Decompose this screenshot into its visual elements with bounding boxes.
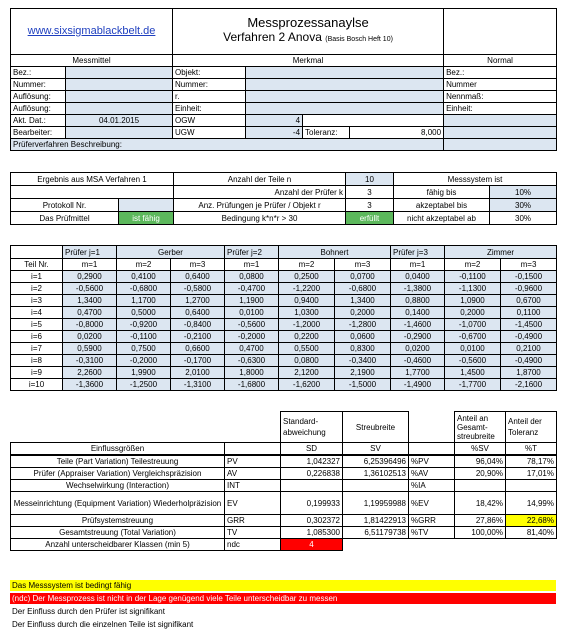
nicht-value: 30%	[490, 212, 557, 225]
table-row	[11, 355, 557, 367]
mid-field-label: Nummer:	[173, 79, 246, 91]
mid-field-label: Einheit:	[173, 103, 246, 115]
measurement-cell[interactable]: 0,8300	[335, 343, 391, 355]
measurement-cell[interactable]: -0,6700	[445, 331, 501, 343]
result-code: TV	[225, 527, 281, 539]
row-index: i=1	[11, 271, 63, 283]
conclusion-4: Der Einfluss durch die einzelnen Teile ist signifikant	[12, 620, 194, 629]
measurement-cell[interactable]: 1,8700	[501, 367, 557, 379]
row-index: i=9	[11, 367, 63, 379]
measurement-cell[interactable]: -0,9200	[117, 319, 171, 331]
measurement-cell[interactable]: 0,0800	[225, 271, 279, 283]
measurement-cell[interactable]: -0,1100	[445, 271, 501, 283]
measurement-cell[interactable]: -0,2000	[117, 355, 171, 367]
objekt-input[interactable]	[246, 67, 444, 79]
measurement-cell[interactable]: 0,0200	[63, 331, 117, 343]
measurement-cell[interactable]: 1,3400	[63, 295, 117, 307]
measurement-cell[interactable]: 0,5500	[279, 343, 335, 355]
pruefungen-value: 3	[346, 199, 394, 212]
row-index: i=4	[11, 307, 63, 319]
table-row	[11, 319, 557, 331]
table-row	[11, 307, 557, 319]
left-field-label: Nummer:	[11, 79, 66, 91]
m-header: m=2	[445, 259, 501, 271]
m-header: m=3	[501, 259, 557, 271]
result-pct: %EV	[409, 492, 455, 515]
merkmal-nummer-input[interactable]	[246, 79, 444, 91]
measurement-cell[interactable]: 0,1400	[391, 307, 445, 319]
messmittel-header: Messmittel	[11, 55, 173, 67]
measurement-cell[interactable]: -1,3600	[63, 379, 117, 391]
result-row	[11, 515, 557, 527]
measurement-cell[interactable]: 1,0300	[279, 307, 335, 319]
site-cell	[11, 9, 173, 55]
measurement-cell[interactable]: 0,9400	[279, 295, 335, 307]
measurement-cell[interactable]: 1,2700	[171, 295, 225, 307]
table-row	[11, 283, 557, 295]
ist-faehig-badge: ist fähig	[119, 212, 174, 225]
streu-header: Streubreite	[343, 412, 409, 443]
measurement-cell[interactable]: -1,3100	[171, 379, 225, 391]
sv-header: SV	[343, 443, 409, 455]
row-index: i=2	[11, 283, 63, 295]
nicht-label: nicht akzeptabel ab	[394, 212, 490, 225]
measurement-cell[interactable]: 0,0400	[391, 271, 445, 283]
measurement-table	[10, 245, 557, 391]
pruefer-1-label: Prüfer j=1	[63, 246, 117, 259]
measurement-cell[interactable]: -0,4600	[391, 355, 445, 367]
conclusion-3: Der Einfluss durch den Prüfer ist signifikant	[12, 607, 165, 616]
measurement-cell[interactable]: 0,8800	[391, 295, 445, 307]
teile-input[interactable]: 10	[346, 173, 394, 186]
result-sd: 0,226838	[281, 468, 343, 480]
pruefer-3-name[interactable]: Zimmer	[445, 246, 557, 259]
result-pt: 78,17%	[506, 456, 557, 468]
measurement-cell[interactable]: -0,6300	[225, 355, 279, 367]
measurement-cell[interactable]: -0,4700	[225, 283, 279, 295]
measurement-cell[interactable]: 0,6700	[501, 295, 557, 307]
akzeptabel-input[interactable]: 30%	[490, 199, 557, 212]
result-row	[11, 468, 557, 480]
right-field-text: Bez.:	[446, 68, 465, 77]
right-field-label: Nennmaß:	[444, 91, 557, 103]
measurement-cell[interactable]: -0,8000	[63, 319, 117, 331]
measurement-cell[interactable]: -1,4500	[501, 319, 557, 331]
right-field-label: Einheit:	[444, 103, 557, 115]
result-psv	[455, 480, 506, 492]
ndc-code: ndc	[225, 539, 281, 551]
normal-empty	[444, 115, 557, 127]
measurement-cell[interactable]: -1,0700	[445, 319, 501, 331]
measurement-cell[interactable]: 0,4700	[63, 307, 117, 319]
measurement-cell[interactable]: -1,2800	[335, 319, 391, 331]
measurement-cell[interactable]: -1,6200	[279, 379, 335, 391]
result-pct: %GRR	[409, 515, 455, 527]
ndc-row	[11, 539, 557, 551]
measurement-cell[interactable]: -0,1100	[117, 331, 171, 343]
aufloesung-input[interactable]	[66, 91, 173, 103]
measurement-cell[interactable]: -1,7700	[445, 379, 501, 391]
measurement-cell[interactable]: 2,0100	[171, 367, 225, 379]
pct-header	[409, 443, 455, 455]
page-title: Messprozessanaylse	[247, 15, 369, 30]
measurement-cell[interactable]: 0,4100	[117, 271, 171, 283]
header-block	[10, 8, 556, 151]
faehig-label: fähig bis	[394, 186, 490, 199]
left-field-label: Auflösung:	[11, 91, 66, 103]
measurement-cell[interactable]: -0,6800	[335, 283, 391, 295]
measurement-cell[interactable]: -0,2100	[171, 331, 225, 343]
result-code: EV	[225, 492, 281, 515]
result-psv: 20,90%	[455, 468, 506, 480]
measurement-cell[interactable]: -2,1600	[501, 379, 557, 391]
r-input[interactable]	[246, 91, 444, 103]
akt-dat-input[interactable]: 04.01.2015	[66, 115, 173, 127]
measurement-cell[interactable]: -1,1300	[445, 283, 501, 295]
pruefmittel-label: Das Prüfmittel	[11, 212, 119, 225]
pruefer-2-label: Prüfer j=2	[225, 246, 279, 259]
result-name: Prüfer (Appraiser Variation) Vergleichspräzision	[11, 468, 225, 480]
measurement-cell[interactable]: -0,4900	[501, 331, 557, 343]
mid-field-label: Objekt:	[173, 67, 246, 79]
measurement-cell[interactable]: 0,0800	[279, 355, 335, 367]
result-name: Messeinrichtung (Equipment Variation) Wiederholpräzision	[11, 492, 225, 515]
measurement-cell[interactable]: -0,5600	[445, 355, 501, 367]
result-sv: 1,36102513	[343, 468, 409, 480]
right-field-label: Nummer	[444, 79, 557, 91]
result-sv: 6,25396496	[343, 456, 409, 468]
row-index: i=6	[11, 331, 63, 343]
measurement-cell[interactable]: -1,5000	[335, 379, 391, 391]
measurement-cell[interactable]: -0,3100	[63, 355, 117, 367]
page-subtitle: Verfahren 2 Anova	[223, 30, 322, 44]
ogw-input[interactable]: 4	[246, 115, 303, 127]
result-name: Teile (Part Variation) Teilestreuung	[11, 456, 225, 468]
corner-cell	[11, 246, 63, 259]
pruefer-value: 3	[346, 186, 394, 199]
measurement-cell[interactable]: -0,2000	[225, 331, 279, 343]
msa-ergebnis: Ergebnis aus MSA Verfahren 1	[11, 173, 174, 186]
anteil-gesamt-header: Anteil an Gesamt-streubreite	[455, 412, 506, 443]
measurement-cell[interactable]: -0,5800	[171, 283, 225, 295]
m-header: m=3	[171, 259, 225, 271]
pruefverfahren-label[interactable]: Prüferverfahren Beschreibung:	[11, 139, 444, 151]
left-field-label: Bearbeiter:	[11, 127, 66, 139]
erfuellt-badge: erfüllt	[346, 212, 394, 225]
left-field-label: Auflösung:	[11, 103, 66, 115]
bearbeiter-input[interactable]	[66, 127, 173, 139]
ndc-label: Anzahl unterscheidbarer Klassen (min 5)	[11, 539, 225, 551]
messsystem-label: Messsystem ist	[394, 173, 557, 186]
measurement-cell[interactable]: -0,4900	[501, 355, 557, 367]
measurement-cell[interactable]: 0,2200	[279, 331, 335, 343]
normal-header: Normal	[444, 55, 557, 67]
measurement-cell[interactable]: 1,0900	[445, 295, 501, 307]
measurement-cell[interactable]: 0,2100	[501, 343, 557, 355]
measurement-cell[interactable]: -1,2200	[279, 283, 335, 295]
pruefer-1-name[interactable]: Gerber	[117, 246, 225, 259]
measurement-cell[interactable]: 0,6400	[171, 271, 225, 283]
site-link[interactable]: www.sixsigmablackbelt.de	[27, 25, 156, 37]
result-code: PV	[225, 456, 281, 468]
pruefer-2-name[interactable]: Bohnert	[279, 246, 391, 259]
measurement-cell[interactable]: -0,8400	[171, 319, 225, 331]
measurement-cell[interactable]: 1,3400	[335, 295, 391, 307]
mid-field-label: UGW	[173, 127, 246, 139]
table-row	[11, 331, 557, 343]
measurement-cell[interactable]: -1,3800	[391, 283, 445, 295]
result-name: Gesamtstreuung (Total Variation)	[11, 527, 225, 539]
result-psv: 100,00%	[455, 527, 506, 539]
result-sv	[343, 480, 409, 492]
measurement-cell[interactable]: -0,5600	[63, 283, 117, 295]
result-pct: %IA	[409, 480, 455, 492]
measurement-cell[interactable]: 1,1700	[117, 295, 171, 307]
measurement-cell[interactable]: 0,6600	[171, 343, 225, 355]
result-row	[11, 456, 557, 468]
protokoll-label: Protokoll Nr.	[11, 199, 119, 212]
result-pct: %TV	[409, 527, 455, 539]
table-row	[11, 367, 557, 379]
right-field-label	[444, 67, 557, 79]
normal-empty	[444, 127, 557, 139]
measurement-cell[interactable]: 0,5000	[117, 307, 171, 319]
m-header: m=3	[335, 259, 391, 271]
nummer-input[interactable]	[66, 79, 173, 91]
result-pt: 22,68%	[506, 515, 557, 527]
conclusion-2: (ndc) Der Messprozess ist nicht in der Lage genügend viele Teile unterscheidbar zu messen	[10, 593, 556, 604]
protokoll-input[interactable]	[119, 199, 174, 212]
pt-header: %T	[506, 443, 557, 455]
measurement-cell[interactable]: 0,2000	[445, 307, 501, 319]
measurement-cell[interactable]: -1,2000	[279, 319, 335, 331]
measurement-cell[interactable]: -0,6800	[117, 283, 171, 295]
msa-block	[10, 172, 556, 225]
result-sd	[281, 480, 343, 492]
bedingung-label: Bedingung k*n*r > 30	[174, 212, 346, 225]
page-subnote: (Basis Bosch Heft 10)	[325, 36, 393, 43]
result-psv: 96,04%	[455, 456, 506, 468]
result-psv: 18,42%	[455, 492, 506, 515]
std-header: Standard-abweichung	[281, 412, 343, 443]
measurement-cell[interactable]: 0,0100	[225, 307, 279, 319]
toleranz-value: 8,000	[350, 127, 444, 139]
einfluss-header: Einflussgrößen	[11, 443, 225, 455]
left-field-label: Bez.:	[11, 67, 66, 79]
page-subtitle-row	[175, 30, 441, 47]
pruefer-label: Anzahl der Prüfer k	[174, 186, 346, 199]
akzeptabel-label: akzeptabel bis	[394, 199, 490, 212]
aufloesung2-input[interactable]	[66, 103, 173, 115]
pruefungen-label: Anz. Prüfungen je Prüfer / Objekt r	[174, 199, 346, 212]
ogw-spacer	[303, 115, 444, 127]
result-sv: 1,19959988	[343, 492, 409, 515]
m-header: m=1	[225, 259, 279, 271]
faehig-input[interactable]: 10%	[490, 186, 557, 199]
measurement-cell[interactable]: 1,4500	[445, 367, 501, 379]
einheit-input[interactable]	[246, 103, 444, 115]
measurement-cell[interactable]: 0,0200	[391, 343, 445, 355]
result-pt	[506, 480, 557, 492]
measurement-cell[interactable]: -0,1500	[501, 271, 557, 283]
measurement-cell[interactable]: -0,1700	[171, 355, 225, 367]
table-row	[11, 271, 557, 283]
result-sv: 1,81422913	[343, 515, 409, 527]
measurement-cell[interactable]: 0,2900	[63, 271, 117, 283]
measurement-cell[interactable]: 1,1900	[225, 295, 279, 307]
pruefverfahren-extra	[444, 139, 557, 151]
result-pt: 81,40%	[506, 527, 557, 539]
result-row	[11, 527, 557, 539]
psv-header: %SV	[455, 443, 506, 455]
result-row	[11, 492, 557, 515]
result-pt: 17,01%	[506, 468, 557, 480]
measurement-cell[interactable]: 0,7500	[117, 343, 171, 355]
measurement-cell[interactable]: 1,7700	[391, 367, 445, 379]
measurement-cell[interactable]: -0,5600	[225, 319, 279, 331]
measurement-cell[interactable]: 0,5900	[63, 343, 117, 355]
toleranz-label: Toleranz:	[303, 127, 350, 139]
row-index: i=10	[11, 379, 63, 391]
m-header: m=2	[279, 259, 335, 271]
measurement-cell[interactable]: 2,1200	[279, 367, 335, 379]
measurement-cell[interactable]: 0,0700	[335, 271, 391, 283]
conclusion-1: Das Messsystem ist bedingt fähig	[10, 580, 556, 591]
mid-field-label: r.	[173, 91, 246, 103]
results-blank2	[409, 412, 455, 443]
m-header: m=1	[391, 259, 445, 271]
row-index: i=3	[11, 295, 63, 307]
m-header: m=2	[117, 259, 171, 271]
measurement-cell[interactable]: 0,4700	[225, 343, 279, 355]
pruefer-3-label: Prüfer j=3	[391, 246, 445, 259]
merkmal-header: Merkmal	[173, 55, 444, 67]
result-code: GRR	[225, 515, 281, 527]
measurement-cell[interactable]: 0,1100	[501, 307, 557, 319]
measurement-cell[interactable]: 0,2500	[279, 271, 335, 283]
table-row	[11, 295, 557, 307]
measurement-cell[interactable]: 2,2600	[63, 367, 117, 379]
measurement-cell[interactable]: 0,0600	[335, 331, 391, 343]
result-sv: 6,51179738	[343, 527, 409, 539]
result-code: AV	[225, 468, 281, 480]
teile-label: Anzahl der Teile n	[174, 173, 346, 186]
result-name: Prüfsystemstreuung	[11, 515, 225, 527]
row-index: i=5	[11, 319, 63, 331]
measurement-cell[interactable]: 2,1900	[335, 367, 391, 379]
measurement-cell[interactable]: -1,6800	[225, 379, 279, 391]
title-cell	[173, 9, 444, 55]
result-row	[11, 480, 557, 492]
measurement-cell[interactable]: 0,0100	[445, 343, 501, 355]
result-pct: %AV	[409, 468, 455, 480]
result-pt: 14,99%	[506, 492, 557, 515]
result-pct: %PV	[409, 456, 455, 468]
measurement-cell[interactable]: 0,2000	[335, 307, 391, 319]
sd-header: SD	[281, 443, 343, 455]
bez-input[interactable]	[66, 67, 173, 79]
measurement-cell[interactable]: -0,3400	[335, 355, 391, 367]
result-psv: 27,86%	[455, 515, 506, 527]
result-name: Wechselwirkung (Interaction)	[11, 480, 225, 492]
measurement-block	[10, 245, 556, 391]
measurement-cell[interactable]: 1,8000	[225, 367, 279, 379]
results-blank	[11, 412, 281, 443]
table-row	[11, 343, 557, 355]
measurement-cell[interactable]: -1,4900	[391, 379, 445, 391]
anteil-tol-header: Anteil der Toleranz	[506, 412, 557, 443]
results-block	[10, 411, 556, 551]
mid-field-label: OGW	[173, 115, 246, 127]
result-sd: 0,302372	[281, 515, 343, 527]
msa-blank	[11, 186, 174, 199]
result-sd: 1,085300	[281, 527, 343, 539]
measurement-cell[interactable]: -1,2500	[117, 379, 171, 391]
results-values-table	[10, 455, 557, 551]
result-sd: 1,042327	[281, 456, 343, 468]
measurement-cell[interactable]: -0,2900	[391, 331, 445, 343]
code-header	[225, 443, 281, 455]
conclusions-block	[10, 580, 556, 630]
header-table	[10, 8, 557, 151]
m-header: m=1	[63, 259, 117, 271]
left-field-label: Akt. Dat.:	[11, 115, 66, 127]
ndc-value: 4	[281, 539, 343, 551]
results-table	[10, 411, 557, 455]
result-sd: 0,199933	[281, 492, 343, 515]
measurement-cell[interactable]: 0,6400	[171, 307, 225, 319]
measurement-cell[interactable]: -1,4600	[391, 319, 445, 331]
teil-nr-header: Teil Nr.	[11, 259, 63, 271]
row-index: i=8	[11, 355, 63, 367]
measurement-cell[interactable]: 1,9900	[117, 367, 171, 379]
result-code: INT	[225, 480, 281, 492]
table-row	[11, 379, 557, 391]
measurement-cell[interactable]: -0,9600	[501, 283, 557, 295]
msa-table	[10, 172, 557, 225]
header-empty-cell	[444, 9, 557, 55]
ugw-input[interactable]: -4	[246, 127, 303, 139]
row-index: i=7	[11, 343, 63, 355]
